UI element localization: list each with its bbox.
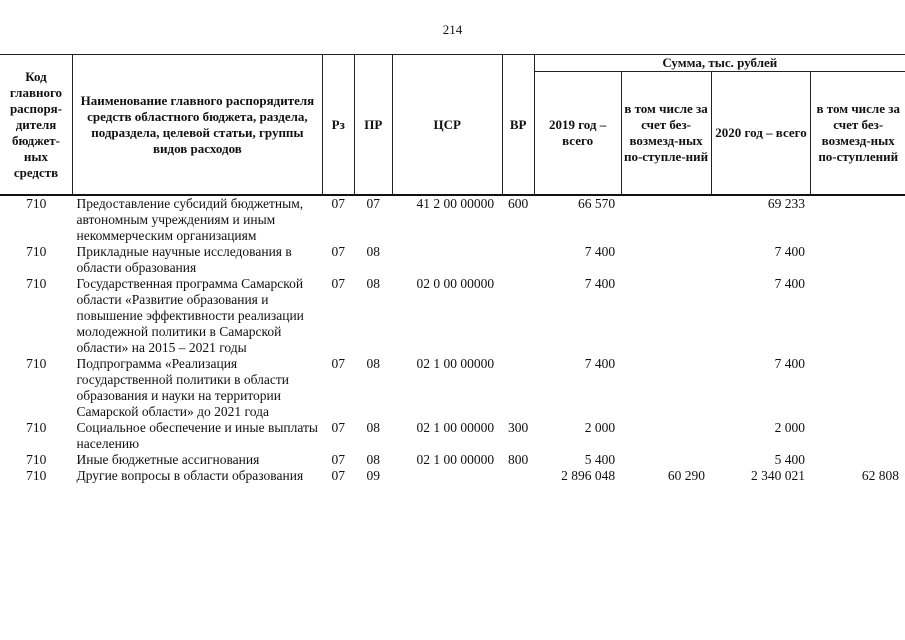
cell-pr: 08 (366, 452, 380, 467)
cell-2019-free (621, 420, 711, 452)
cell-2020-free (811, 356, 905, 420)
cell-2020-total: 69 233 (767, 196, 805, 211)
cell-pr: 08 (366, 276, 380, 291)
header-sum: Сумма, тыс. рублей (534, 55, 905, 72)
cell-2019-total: 7 400 (584, 356, 616, 371)
cell-rz: 07 (331, 276, 346, 291)
header-vr: ВР (502, 55, 534, 196)
header-csr: ЦСР (392, 55, 502, 196)
table-row (0, 244, 905, 276)
cell-csr: 02 1 00 00000 (416, 452, 495, 467)
cell-pr: 09 (366, 468, 380, 483)
cell-csr: 02 0 00 00000 (416, 276, 495, 291)
cell-2020-free (811, 452, 905, 468)
budget-table (0, 54, 905, 484)
header-name: Наименование главного распорядителя средств областного бюджета, раздела, подраздела, целевой статьи, группы видов расходов (73, 55, 323, 196)
cell-name: Прикладные научные исследования в области образования (76, 244, 292, 275)
cell-2020-free (811, 276, 905, 356)
budget-table-wrapper (0, 54, 905, 484)
cell-csr: 02 1 00 00000 (416, 420, 495, 435)
cell-2020-total: 7 400 (774, 244, 805, 259)
header-code: Код главного распоря-дителя бюджет-ных средств (0, 55, 73, 196)
cell-name: Социальное обеспечение и иные выплаты населению (76, 420, 318, 451)
header-2020-free: в том числе за счет без-возмезд-ных по-ступлений (811, 72, 905, 196)
cell-rz: 07 (331, 196, 346, 211)
table-header (0, 55, 905, 196)
cell-2019-free: 60 290 (667, 468, 706, 483)
cell-2020-free (811, 420, 905, 452)
cell-2019-free (621, 195, 711, 244)
cell-vr (502, 468, 534, 484)
cell-code: 710 (26, 244, 47, 259)
cell-2020-total: 2 340 021 (750, 468, 805, 483)
cell-name: Государственная программа Самарской области «Развитие образования и повышение эффективности реализации молодежной политики в Самарской области» на 2015 – 2021 годы (76, 276, 304, 355)
cell-pr: 08 (366, 420, 380, 435)
table-row (0, 452, 905, 468)
cell-code: 710 (26, 196, 47, 211)
cell-csr (392, 468, 502, 484)
cell-2020-total: 5 400 (774, 452, 805, 467)
cell-2019-free (621, 244, 711, 276)
table-body (0, 195, 905, 484)
cell-vr (502, 244, 534, 276)
cell-name: Иные бюджетные ассигнования (76, 452, 260, 467)
table-row (0, 276, 905, 356)
cell-rz: 07 (331, 468, 346, 483)
cell-name: Другие вопросы в области образования (76, 468, 304, 483)
header-2019-free: в том числе за счет без-возмезд-ных по-ступле-ний (621, 72, 711, 196)
cell-rz: 07 (331, 244, 346, 259)
cell-pr: 08 (366, 356, 380, 371)
table-row (0, 420, 905, 452)
cell-2019-total: 2 000 (584, 420, 616, 435)
cell-vr: 800 (508, 452, 529, 467)
cell-2019-free (621, 356, 711, 420)
cell-name: Предоставление субсидий бюджетным, автономным учреждениям и иным некоммерческим организациям (76, 196, 304, 243)
table-row (0, 356, 905, 420)
cell-2019-free (621, 276, 711, 356)
cell-name: Подпрограмма «Реализация государственной политики в области образования и науки на территории Самарской области» до 2021 года (76, 356, 290, 419)
cell-rz: 07 (331, 420, 346, 435)
cell-code: 710 (26, 356, 47, 371)
cell-csr: 41 2 00 00000 (416, 196, 495, 211)
cell-2019-free (621, 452, 711, 468)
cell-2020-free (811, 244, 905, 276)
cell-2019-total: 7 400 (584, 244, 616, 259)
cell-2019-total: 2 896 048 (561, 468, 616, 483)
cell-rz: 07 (331, 356, 346, 371)
cell-2020-free (811, 195, 905, 244)
cell-vr: 300 (508, 420, 529, 435)
header-2019-total: 2019 год – всего (534, 72, 621, 196)
cell-2020-free: 62 808 (861, 468, 899, 483)
cell-vr: 600 (508, 196, 529, 211)
header-2020-total: 2020 год – всего (711, 72, 811, 196)
cell-pr: 07 (366, 196, 380, 211)
cell-2019-total: 5 400 (584, 452, 616, 467)
cell-csr: 02 1 00 00000 (416, 356, 495, 371)
cell-2019-total: 7 400 (584, 276, 616, 291)
cell-2020-total: 7 400 (774, 276, 805, 291)
cell-vr (502, 356, 534, 420)
table-row (0, 195, 905, 244)
cell-pr: 08 (366, 244, 380, 259)
cell-vr (502, 276, 534, 356)
cell-code: 710 (26, 468, 47, 483)
cell-code: 710 (26, 276, 47, 291)
header-rz: Рз (322, 55, 354, 196)
header-pr: ПР (354, 55, 392, 196)
cell-2020-total: 2 000 (774, 420, 805, 435)
cell-2019-total: 66 570 (577, 196, 616, 211)
cell-csr (392, 244, 502, 276)
cell-code: 710 (26, 420, 47, 435)
cell-code: 710 (26, 452, 47, 467)
page-number: 214 (442, 22, 463, 37)
cell-rz: 07 (331, 452, 346, 467)
table-row (0, 468, 905, 484)
cell-2020-total: 7 400 (774, 356, 805, 371)
